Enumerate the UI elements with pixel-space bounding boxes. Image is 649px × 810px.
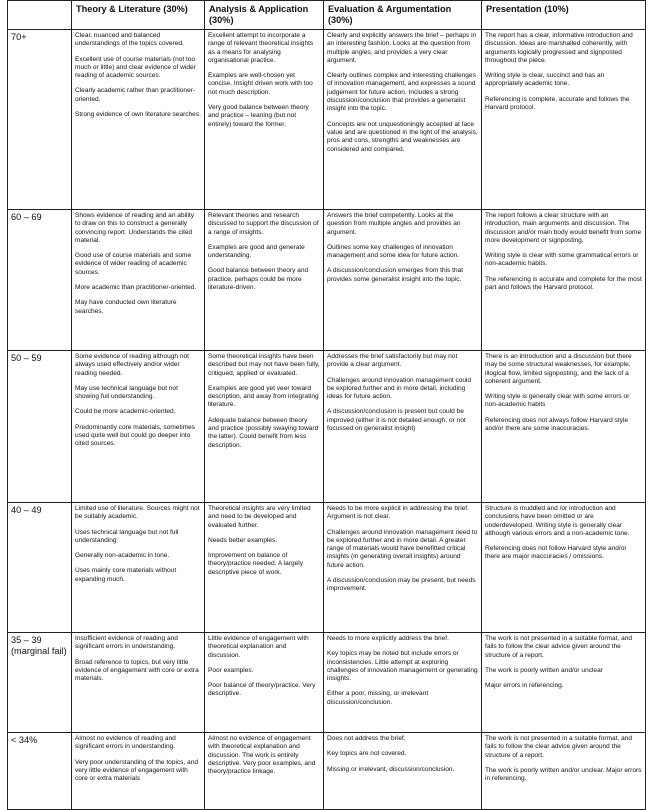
criteria-cell [72,30,205,210]
header-theory-literature: Theory & Literature (30%) [72,1,205,30]
criteria-paragraph: Challenges around innovation management could be explored further and in more detail, including ideas for future action. [327,376,472,401]
criteria-paragraph: Almost no evidence of reading and significant errors in understanding. [75,735,176,751]
criteria-cell [72,633,205,733]
criteria-paragraph: Relevant theories and research discussed to support the discussion of a range of insights. [208,212,319,236]
criteria-paragraph: Outlines some key challenges of innovation management and some idea for future action. [327,243,460,260]
corner-cell [8,1,72,30]
rubric-body [8,30,646,810]
criteria-paragraph: Major errors in referencing. [485,682,564,690]
criteria-paragraph: Referencing does not follow Harvard style and/or there are major inaccuracies / omissions. [485,545,627,561]
criteria-cell [324,733,482,810]
criteria-cell [324,503,482,633]
criteria-paragraph: Challenges around innovation management need to be explored further and in more detail. A greater range of materials would have benefitted critical insights (in generating overall insights) around future action. [327,528,478,569]
criteria-cell [482,351,646,503]
criteria-cell [482,733,646,810]
grade-row-70-plus [8,30,646,210]
grade-row-below-34 [8,733,646,810]
criteria-cell [324,633,482,733]
criteria-paragraph: The work is poorly written and/or unclear [485,666,603,674]
criteria-paragraph: Limited use of literature. Sources might not be suitably academic. [75,505,200,521]
header-row [8,1,646,30]
criteria-paragraph: The work is not presented in a suitable format, and fails to follow the clear advice given around the structure of a report. [485,735,633,759]
criteria-paragraph: Clearly academic rather than practitioner-oriented. [75,87,196,103]
criteria-paragraph: Does not address the brief. [327,735,406,742]
criteria-cell [482,210,646,351]
grade-band: 50 – 59 [8,351,72,503]
criteria-paragraph: Very poor understanding of the topics, and very little evidence of engagement with core or extra materials [75,758,199,783]
criteria-cell [205,30,324,210]
rubric-page [7,0,645,809]
criteria-cell [72,503,205,633]
criteria-paragraph: The report has a clear, informative introduction and discussion. Ideas are marshalled coherently, with arguments logically progressed and signposted throughout the piece. [485,32,633,64]
criteria-paragraph: Little evidence of engagement with theoretical explanation and discussion. [208,635,309,659]
criteria-paragraph: Referencing does not always follow Harvard style and/or there are some inaccuracies. [485,416,629,433]
grade-band: < 34% [8,733,72,810]
criteria-paragraph: May use technical language but not showing full understanding. [75,384,179,401]
criteria-paragraph: Concepts are not unquestioningly accepted at face value and are questioned in the light of the analysis, pros and cons, strengths and weaknesses are considered and compared. [327,120,478,153]
criteria-paragraph: Clearly and explicitly answers the brief – perhaps in an interesting fashion. Looks at the question from multiple angles, and provides a very clear argument. [327,32,477,64]
criteria-paragraph: A discussion/conclusion emerges from this that provides some generalist insight into the topic. [327,267,464,283]
header-evaluation-argumentation: Evaluation & Argumentation (30%) [324,1,482,30]
criteria-paragraph: Answers the brief competently. Looks at the question from multiple angles and provides an argument. [327,212,461,236]
criteria-paragraph: The referencing is accurate and complete for the most part and follows the Harvard protocol. [485,275,642,292]
criteria-paragraph: A discussion/conclusion may be present, but needs improvement. [327,577,476,593]
criteria-paragraph: Either a poor, missing, or irrelevant discussion/conclusion. [327,690,429,706]
criteria-paragraph: Missing or irrelevant, discussion/conclusion. [327,765,455,773]
criteria-paragraph: Clearly outlines complex and interesting challenges of innovation management, and expresses a sound judgement for future action. Includes a strong discussion/conclusion that provides a generalist insight into the topic. [327,72,476,113]
criteria-paragraph: Excellent use of course materials (not too much or little) and clear evidence of wider reading of academic sources. [75,55,196,80]
criteria-paragraph: More academic than practitioner-oriented. [75,284,197,292]
criteria-paragraph: A discussion/conclusion is present but could be improved (either it is not detailed enough, or not focussed on generalist insight) [327,408,466,433]
criteria-paragraph: Key topics are not covered. [327,750,407,758]
criteria-cell [205,210,324,351]
criteria-cell [324,351,482,503]
criteria-cell [72,210,205,351]
criteria-paragraph: Could be more academic-oriented. [75,408,176,416]
criteria-paragraph: Excellent attempt to incorporate a range of relevant theoretical insights as a means for analysing organisational practice. [208,32,314,64]
criteria-paragraph: Clear, nuanced and balanced understandings of the topics covered. [75,32,184,48]
criteria-cell [72,351,205,503]
criteria-cell [205,733,324,810]
criteria-paragraph: Strong evidence of own literature searches. [75,111,201,119]
criteria-paragraph: Good use of course materials and some evidence of wider reading of academic sources. [75,252,192,276]
criteria-paragraph: Writing style is clear with some grammatical errors or non-academic habits. [485,252,639,268]
criteria-paragraph: Improvement on balance of theory/practice needed. A largely descriptive piece of work. [208,552,303,576]
criteria-paragraph: May have conducted own literature searches. [75,299,177,315]
marking-rubric-table [7,0,646,810]
criteria-paragraph: Adequate balance between theory and practice (possibly swaying toward the latter). Could benefit from less description. [208,416,319,449]
criteria-paragraph: Uses mainly core materials without expanding much. [75,567,177,583]
criteria-paragraph: Some evidence of reading although not always used effectively and/or wider reading needed. [75,353,189,377]
grade-band: 35 – 39 (marginal fail) [8,633,72,733]
criteria-paragraph: Generally non-academic in tone. [75,552,170,560]
criteria-paragraph: Insufficient evidence of reading and significant errors in understanding. [75,635,178,651]
criteria-paragraph: Very good balance between theory and practice – leaning (but not entirely) toward the former. [208,104,309,128]
criteria-paragraph: Almost no evidence of engagement with theoretical explanation and discussion. The work is entirely descriptive. Very poor examples, and theory/practice linkage. [208,735,316,776]
criteria-cell [205,351,324,503]
criteria-paragraph: Structure is muddled and /or introduction and conclusions have been omitted or are underdeveloped. Writing style is generally clear although various errors and a non-academic tone. [485,505,630,537]
grade-band: 60 – 69 [8,210,72,351]
criteria-cell [324,30,482,210]
grade-row-35-39 [8,633,646,733]
criteria-paragraph: Needs better examples. [208,536,278,544]
criteria-cell [205,633,324,733]
criteria-paragraph: Addresses the brief satisfactorily but may not provide a clear argument. [327,353,458,369]
criteria-cell [324,210,482,351]
criteria-paragraph: The work is not presented in a suitable format, and fails to follow the clear advice given around the structure of a report. [485,635,633,659]
criteria-paragraph: Poor examples. [208,666,254,674]
criteria-paragraph: There is an introduction and a discussion but there may be some structural weaknesses, for example, illogical flow, limited signposting, and the lack of a coherent argument. [485,353,632,385]
criteria-paragraph: Examples are well-chosen yet concise. Insight driven work with too not much description. [208,72,313,96]
criteria-paragraph: Predominantly core materials, sometimes used quite well but could go deeper into cited sources. [75,423,196,448]
criteria-paragraph: The work is poorly written and/or unclear. Major errors in referencing. [485,766,642,783]
criteria-paragraph: Theoretical insights are very limited and need to be developed and evaluated further. [208,505,311,529]
criteria-paragraph: Broad reference to topics, but very little evidence of engagement with core or extra materials. [75,658,199,683]
criteria-cell [205,503,324,633]
criteria-cell [482,633,646,733]
criteria-paragraph: Writing style is generally clear with some errors or non-academic habits [485,393,630,409]
criteria-paragraph: Shows evidence of reading and an ability to draw on this to construct a generally convincing report. Understands the cited material. [75,212,195,244]
grade-band: 70+ [8,30,72,210]
criteria-paragraph: Needs to more explicitly address the brief. [327,635,449,642]
header-analysis-application: Analysis & Application (30%) [205,1,324,30]
grade-row-50-59 [8,351,646,503]
criteria-paragraph: Some theoretical insights have been described but may not have been fully, critiqued, applied or evaluated. [208,353,320,377]
criteria-paragraph: Key topics may be noted but include errors or inconsistencies. Little attempt at exploring challenges of innovation management or generating insights. [327,650,478,683]
header-presentation: Presentation (10%) [482,1,646,30]
criteria-paragraph: Good balance between theory and practice, perhaps could be more literature-driven. [208,267,309,292]
criteria-paragraph: Uses technical language but not full understanding [75,528,179,544]
criteria-paragraph: Examples are good yet veer toward description, and away from integrating literature. [208,384,319,409]
criteria-paragraph: Needs to be more explicit in addressing the brief. Argument is not clear. [327,505,469,521]
criteria-paragraph: Examples are good and generate understanding. [208,243,305,260]
grade-row-40-49 [8,503,646,633]
grade-band: 40 – 49 [8,503,72,633]
grade-row-60-69 [8,210,646,351]
criteria-cell [482,30,646,210]
criteria-cell [482,503,646,633]
criteria-paragraph: Referencing is complete, accurate and follows the Harvard protocol. [485,95,630,112]
criteria-paragraph: Writing style is clear, succinct and has an appropriately academic tone. [485,72,605,88]
criteria-paragraph: Poor balance of theory/practice. Very descriptive. [208,682,316,698]
criteria-paragraph: The report follows a clear structure with an introduction, main arguments and discussion. The discussion and/or main body would benefit from some more development or signposting. [485,212,642,244]
criteria-cell [72,733,205,810]
